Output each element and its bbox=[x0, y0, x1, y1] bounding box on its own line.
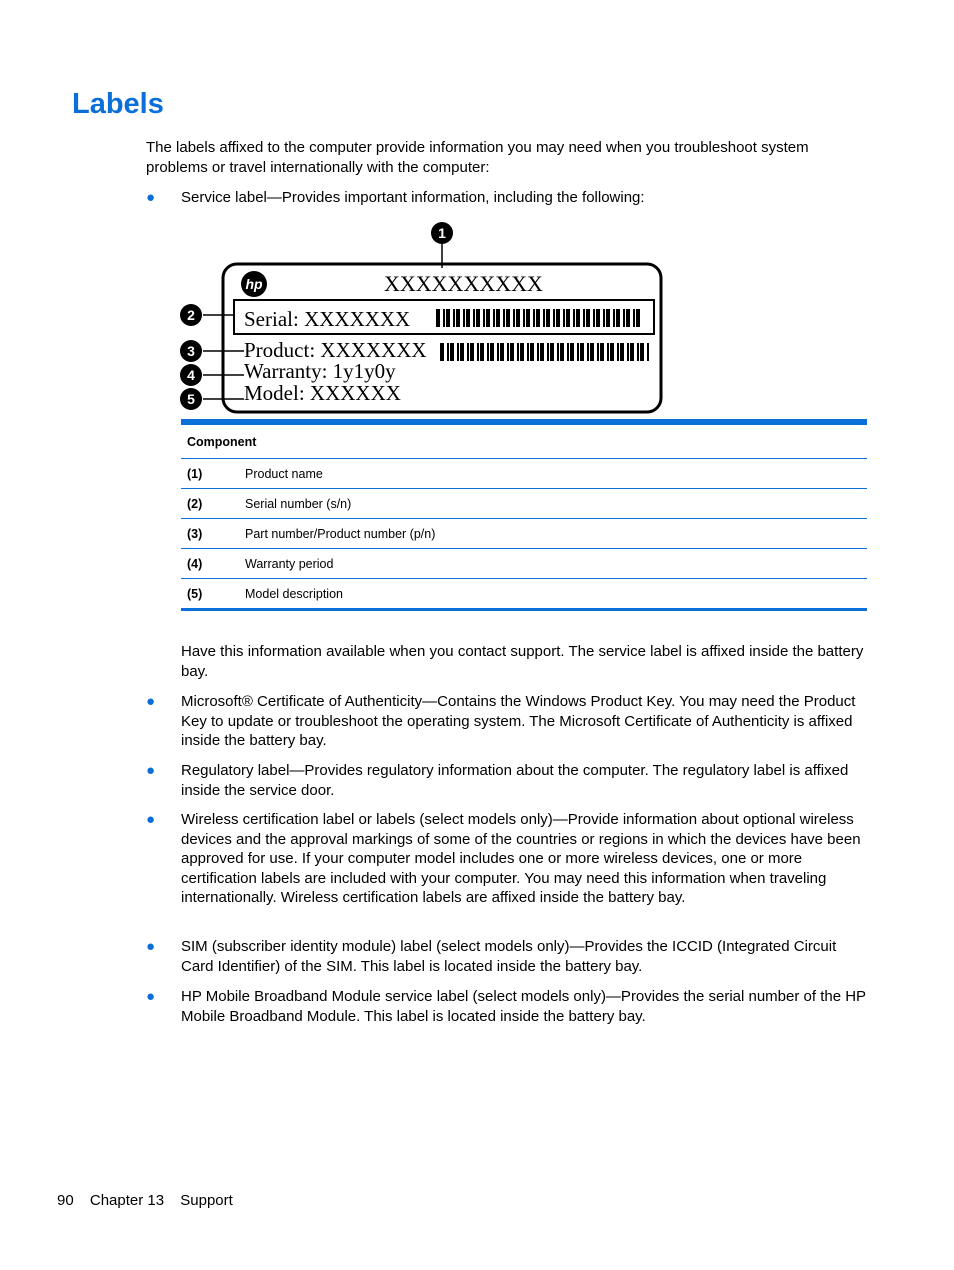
bullet-text: Regulatory label—Provides regulatory information about the computer. The regulatory label is affixed inside the service door. bbox=[181, 762, 849, 799]
bullet-text: Microsoft® Certificate of Authenticity—Contains the Windows Product Key. You may need the Product Key to update or troubleshoot the operating system. The Microsoft Certificate of Authenticity is affixed inside the battery bay. bbox=[181, 693, 856, 749]
figure-warranty: Warranty: 1y1y0y bbox=[244, 359, 396, 383]
row-number: (5) bbox=[181, 579, 239, 610]
bullet-icon: ● bbox=[146, 693, 156, 710]
bullet-broadband-label bbox=[146, 987, 866, 1026]
page-footer bbox=[57, 1192, 245, 1209]
bullet-icon: ● bbox=[146, 762, 156, 779]
table-row bbox=[181, 579, 867, 610]
row-description: Serial number (s/n) bbox=[239, 489, 867, 519]
hp-logo-icon bbox=[241, 271, 267, 297]
bullet-wireless-label bbox=[146, 810, 866, 908]
bullet-sim-label bbox=[146, 937, 866, 976]
bullet-icon: ● bbox=[146, 938, 156, 955]
row-description: Part number/Product number (p/n) bbox=[239, 519, 867, 549]
bullet-text: HP Mobile Broadband Module service label (select models only)—Provides the serial number of the HP Mobile Broadband Module. This label is located inside the battery bay. bbox=[181, 988, 866, 1025]
footer-section: Support bbox=[180, 1192, 233, 1209]
figure-serial: Serial: XXXXXXX bbox=[244, 307, 411, 331]
footer-chapter: Chapter 13 bbox=[89, 1192, 165, 1209]
table-row bbox=[181, 489, 867, 519]
figure-product: Product: XXXXXXX bbox=[244, 338, 427, 362]
bullet-icon: ● bbox=[146, 189, 156, 206]
row-description: Model description bbox=[239, 579, 867, 610]
svg-text:2: 2 bbox=[187, 307, 195, 323]
page-title: Labels bbox=[72, 88, 164, 120]
bullet-text: SIM (subscriber identity module) label (select models only)—Provides the ICCID (Integrated Circuit Card Identifier) of the SIM. This label is located inside the battery bay. bbox=[181, 938, 837, 975]
row-description: Warranty period bbox=[239, 549, 867, 579]
bullet-icon: ● bbox=[146, 811, 156, 828]
svg-text:1: 1 bbox=[438, 225, 446, 241]
svg-text:3: 3 bbox=[187, 343, 195, 359]
bullet-service-label bbox=[146, 188, 866, 208]
bullet-text: Service label—Provides important information, including the following: bbox=[181, 189, 645, 206]
page-number: 90 bbox=[57, 1192, 74, 1209]
row-number: (2) bbox=[181, 489, 239, 519]
intro-paragraph: The labels affixed to the computer provide information you may need when you troubleshoot system problems or travel internationally with the computer: bbox=[146, 139, 809, 176]
table-row bbox=[181, 459, 867, 489]
bullet-regulatory-label bbox=[146, 761, 866, 800]
row-number: (1) bbox=[181, 459, 239, 489]
barcode-serial-icon bbox=[436, 309, 640, 327]
figure-model: Model: XXXXXX bbox=[244, 381, 401, 405]
row-number: (4) bbox=[181, 549, 239, 579]
svg-text:hp: hp bbox=[245, 276, 263, 292]
table-row bbox=[181, 549, 867, 579]
svg-text:4: 4 bbox=[187, 367, 195, 383]
svg-text:5: 5 bbox=[187, 391, 195, 407]
figure-product-name: XXXXXXXXXX bbox=[384, 271, 543, 296]
row-number: (3) bbox=[181, 519, 239, 549]
service-label-figure bbox=[178, 218, 668, 418]
table-row bbox=[181, 519, 867, 549]
bullet-text: Wireless certification label or labels (select models only)—Provide information about optional wireless devices and the approval markings of some of the countries or regions in which the devices have been approved for use. If your computer model includes one or more wireless devices, one or more certification labels are included with your computer. You may need this information when traveling internationally. Wireless certification labels are affixed inside the battery bay. bbox=[181, 811, 861, 906]
support-info-paragraph: Have this information available when you contact support. The service label is affixed inside the battery bay. bbox=[181, 643, 864, 680]
component-table bbox=[181, 419, 867, 611]
bullet-icon: ● bbox=[146, 988, 156, 1005]
table-header: Component bbox=[181, 422, 867, 459]
bullet-coa-label bbox=[146, 692, 866, 751]
row-description: Product name bbox=[239, 459, 867, 489]
